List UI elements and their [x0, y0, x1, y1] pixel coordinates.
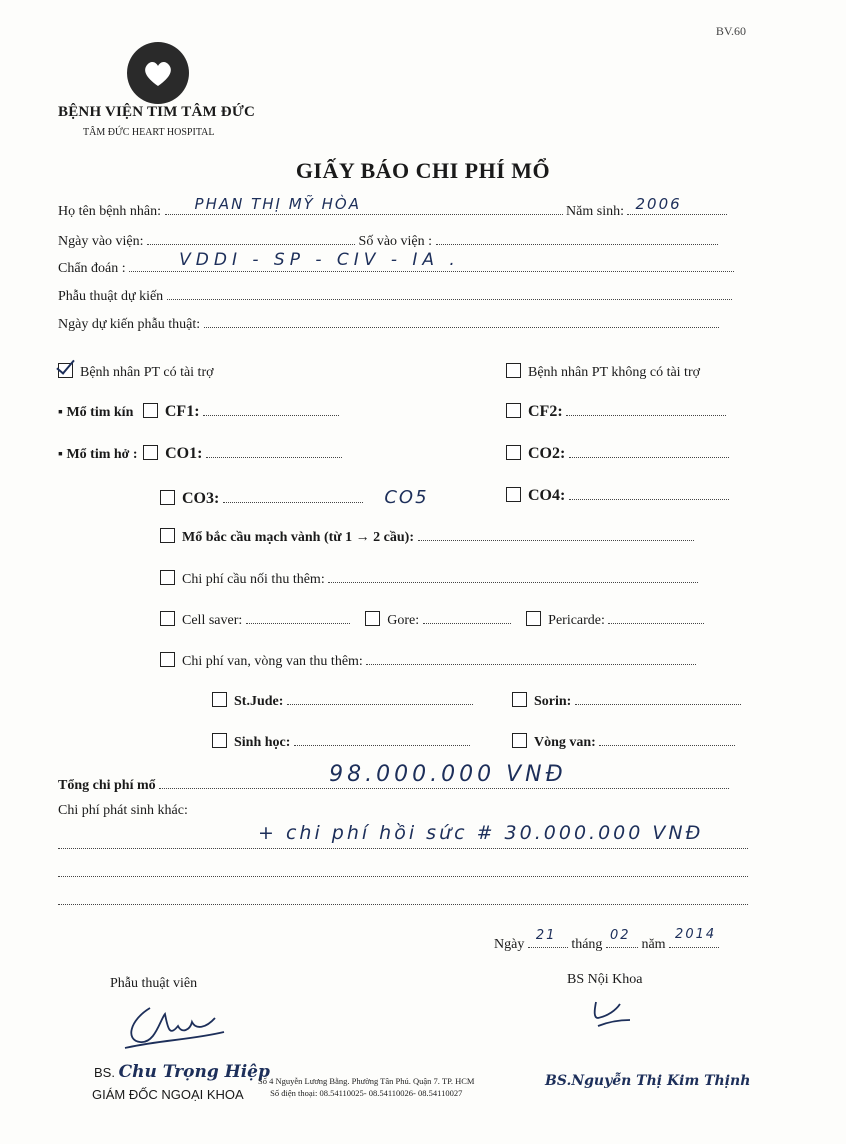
co4-checkbox[interactable] [506, 487, 521, 502]
diagnosis-value: VDDI - SP - CIV - IA . [179, 250, 460, 270]
planned-date-row [58, 315, 748, 333]
cabg-row [160, 528, 746, 546]
admission-date-label: Ngày vào viện: [58, 234, 144, 249]
pericarde-checkbox[interactable] [526, 611, 541, 626]
gore-checkbox[interactable] [365, 611, 380, 626]
sorin-row [512, 692, 752, 710]
valve-cost-checkbox[interactable] [160, 652, 175, 667]
birth-year-label: Năm sinh: [566, 204, 624, 219]
extra-dots-2 [58, 864, 748, 877]
sponsored-checkbox[interactable] [58, 363, 73, 378]
cf2-label: CF2: [528, 403, 563, 420]
internist-name: BS.Nguyễn Thị Kim Thịnh [545, 1073, 751, 1089]
date-row [494, 927, 754, 953]
gore-label: Gore: [387, 613, 420, 628]
surgeon-name-row [94, 1062, 270, 1082]
surgeon-signature-icon [120, 1000, 230, 1052]
co2-line [569, 445, 729, 458]
stjude-row [212, 692, 492, 710]
total-label: Tổng chi phí mổ [58, 778, 156, 793]
year-value: 2014 [675, 927, 717, 942]
unsponsored-row [506, 363, 746, 381]
patient-name-line [165, 195, 563, 215]
gore-line [423, 611, 511, 624]
planned-surgery-label: Phẫu thuật dự kiến [58, 289, 164, 304]
cf1-label: CF1: [164, 403, 200, 420]
admission-row [58, 232, 748, 250]
day-line [528, 928, 568, 948]
extras-row [160, 611, 746, 629]
stjude-label: St.Jude: [234, 694, 284, 709]
diagnosis-row [58, 250, 748, 277]
stjude-line [287, 692, 473, 705]
open-heart-bullet: ▪ [58, 447, 67, 462]
co3-checkbox[interactable] [160, 490, 175, 505]
footer-address: Số 4 Nguyễn Lương Bằng. Phường Tân Phú. Quận 7. TP. HCM [258, 1076, 475, 1086]
footer [258, 1075, 474, 1099]
page-title: GIẤY BÁO CHI PHÍ MỔ [295, 158, 551, 183]
internist-title: BS Nội Khoa [567, 972, 643, 987]
cell-saver-label: Cell saver: [182, 613, 243, 628]
internist-signature-icon [586, 998, 636, 1032]
cf2-line [566, 403, 726, 416]
extra-line-1 [58, 822, 748, 854]
valve-cost-line [366, 652, 696, 665]
ring-line [599, 733, 735, 746]
patient-name-row [58, 195, 748, 220]
stjude-checkbox[interactable] [212, 692, 227, 707]
co2-label: CO2: [528, 445, 566, 462]
co1-label: CO1: [165, 445, 203, 462]
hospital-name: BỆNH VIỆN TIM TÂM ĐỨC [58, 104, 256, 120]
planned-surgery-row [58, 287, 748, 305]
cf1-line [203, 403, 339, 416]
year-line [669, 927, 719, 948]
surgeon-name: Chu Trọng Hiệp [118, 1062, 270, 1082]
ring-checkbox[interactable] [512, 733, 527, 748]
diagnosis-line [129, 250, 734, 272]
month-label: tháng [571, 937, 603, 952]
extra-line-3 [58, 892, 748, 910]
extra-line-2 [58, 864, 748, 882]
planned-date-line [204, 315, 719, 328]
day-value: 21 [535, 928, 557, 943]
bridge-cost-row [160, 570, 746, 588]
co4-line [569, 487, 729, 500]
closed-heart-label: Mổ tim kín [66, 405, 134, 420]
extra-dots-3 [58, 892, 748, 905]
extra-label-row [58, 803, 748, 819]
bio-label: Sinh học: [234, 735, 291, 750]
unsponsored-label: Bệnh nhân PT không có tài trợ [528, 365, 701, 380]
valve-cost-row [160, 652, 746, 670]
patient-name-label: Họ tên bệnh nhân: [58, 204, 162, 219]
bridge-cost-line [328, 570, 698, 583]
co3-row [160, 487, 490, 508]
total-value: 98.000.000 VNĐ [329, 762, 567, 787]
total-row [58, 762, 748, 794]
cf2-checkbox[interactable] [506, 403, 521, 418]
co1-line [206, 445, 342, 458]
day-label: Ngày [494, 937, 525, 952]
co2-row [506, 445, 746, 463]
valve-cost-label: Chi phí van, vòng van thu thêm: [182, 654, 363, 669]
closed-heart-bullet: ▪ [58, 405, 67, 420]
extra-dots-1 [58, 822, 748, 849]
hospital-subname: TÂM ĐỨC HEART HOSPITAL [83, 127, 215, 138]
sorin-line [575, 692, 741, 705]
planned-date-label: Ngày dự kiến phẫu thuật: [58, 317, 201, 332]
heart-logo-icon [125, 40, 191, 106]
admission-date-line [147, 232, 355, 245]
patient-name-value: PHAN THỊ MỸ HÒA [194, 195, 361, 213]
birth-year-value: 2006 [635, 195, 682, 213]
cf2-row [506, 403, 746, 421]
pericarde-label: Pericarde: [548, 613, 605, 628]
extra-cost-label: Chi phí phát sinh khác: [58, 803, 188, 818]
month-value: 02 [609, 928, 631, 943]
form-code: BV.60 [715, 24, 746, 38]
surgeon-title: Phẫu thuật viên [110, 976, 198, 991]
sorin-label: Sorin: [534, 694, 572, 709]
ring-label: Vòng van: [534, 735, 596, 750]
sponsored-label: Bệnh nhân PT có tài trợ [80, 365, 214, 380]
diagnosis-label: Chẩn đoán : [58, 261, 126, 276]
extra-cost-value: + chi phí hồi sức # 30.000.000 VNĐ [258, 822, 704, 844]
open-heart-label: Mổ tim hở : [66, 447, 138, 462]
birth-year-line [627, 195, 727, 215]
bio-line [294, 733, 470, 746]
admission-no-label: Số vào viện : [358, 234, 433, 249]
pericarde-line [608, 611, 704, 624]
surgeon-role: GIÁM ĐỐC NGOẠI KHOA [92, 1087, 244, 1102]
planned-surgery-line [167, 287, 732, 300]
co4-label: CO4: [528, 487, 566, 504]
cabg-label: Mổ bắc cầu mạch vành (từ 1 → 2 cầu): [182, 530, 414, 545]
co4-row [506, 487, 746, 505]
co2-checkbox[interactable] [506, 445, 521, 460]
cell-saver-line [246, 611, 350, 624]
ring-row [512, 733, 752, 751]
year-label: năm [641, 937, 666, 952]
co3-label: CO3: [182, 490, 220, 507]
surgeon-prefix: BS. [94, 1065, 115, 1080]
footer-phone: Số điện thoại: 08.54110025- 08.54110026- 08.54110027 [270, 1088, 463, 1098]
total-line [159, 762, 729, 789]
bio-checkbox[interactable] [212, 733, 227, 748]
cell-saver-checkbox[interactable] [160, 611, 175, 626]
bridge-cost-checkbox[interactable] [160, 570, 175, 585]
co1-checkbox[interactable] [143, 445, 158, 460]
sorin-checkbox[interactable] [512, 692, 527, 707]
co5-handwritten-note: CO5 [384, 487, 429, 508]
admission-no-line [436, 232, 718, 245]
month-line [606, 928, 638, 948]
bridge-cost-label: Chi phí cầu nối thu thêm: [182, 572, 325, 587]
co3-line [223, 490, 363, 503]
cabg-checkbox[interactable] [160, 528, 175, 543]
unsponsored-checkbox[interactable] [506, 363, 521, 378]
cf1-checkbox[interactable] [143, 403, 158, 418]
cabg-line [418, 528, 694, 541]
bio-row [212, 733, 492, 751]
